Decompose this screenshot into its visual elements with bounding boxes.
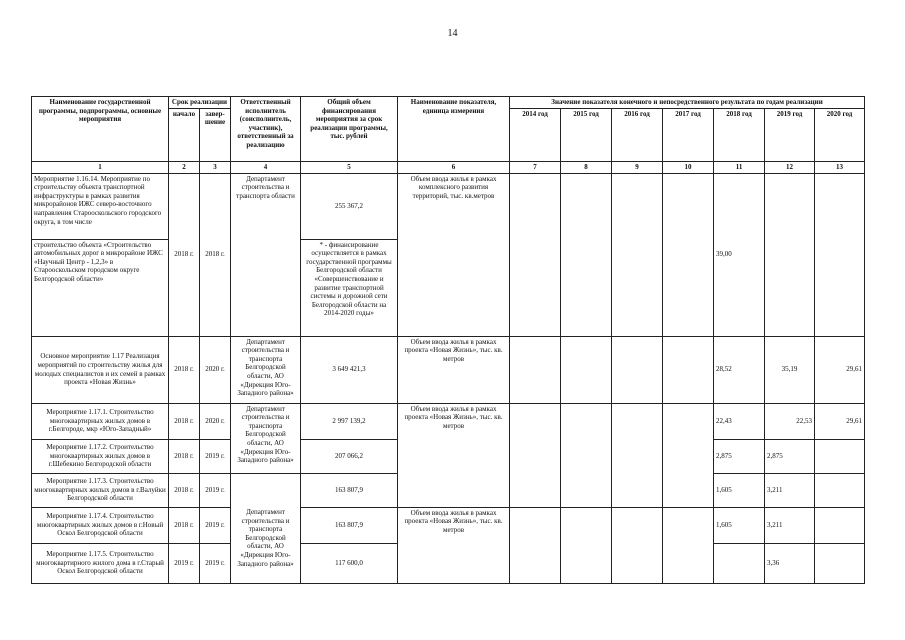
row-value-2018: 2,875 (714, 439, 765, 473)
row-value-2019: 3,211 (765, 507, 815, 543)
row-executor: Департамент строительства и транспорта Белгородской области, АО «Дирекция Юго-Западного района» (231, 507, 301, 583)
column-number: 9 (612, 161, 663, 173)
row-start: 2018 г. (169, 336, 200, 403)
column-number: 13 (815, 161, 865, 173)
header-year: 2014 год (510, 108, 561, 161)
table-row (32, 507, 865, 543)
row-name: Мероприятие 1.17.2. Строительство многоквартирных жилых домов в г.Шебекино Белгородской области (32, 439, 169, 473)
row-value-2020: 29,61 (815, 403, 865, 439)
column-number: 7 (510, 161, 561, 173)
row-end: 2019 г. (200, 507, 231, 543)
header-year: 2019 год (765, 108, 815, 161)
row-value-2019: 35,19 (765, 336, 815, 403)
row-value-2019: 22,53 (765, 403, 815, 439)
row-indicator: Объем ввода жилья в рамках проекта «Новая Жизнь», тыс. кв. метров (398, 507, 510, 583)
row-end: 2019 г. (200, 439, 231, 473)
row-name: Мероприятие 1.17.4. Строительство многоквартирных жилых домов в г.Новый Оскол Белгородской области (32, 507, 169, 543)
header-executor: Ответственный исполнитель (соисполнитель, участник), ответственный за реализацию (231, 97, 301, 162)
row-financing: 3 649 421,3 (301, 336, 398, 403)
row-end: 2020 г. (200, 336, 231, 403)
column-number: 8 (561, 161, 612, 173)
row-financing: 117 600,0 (301, 543, 398, 583)
row-executor: Департамент строительства и транспорта области (231, 173, 301, 336)
row-value-2018: 39,00 (714, 173, 765, 336)
column-number: 4 (231, 161, 301, 173)
row-financing: 207 066,2 (301, 439, 398, 473)
row-start: 2018 г. (169, 403, 200, 439)
row-start: 2018 г. (169, 507, 200, 543)
column-number: 11 (714, 161, 765, 173)
row-name: Мероприятие 1.17.5. Строительство многоквартирного жилого дома в г.Старый Оскол Белгородской области (32, 543, 169, 583)
header-term-group: Срок реализации (169, 97, 231, 109)
row-name: строительство объекта «Строительство автомобильных дорог в микрорайоне ИЖС «Научный Центр - 1,2,3» в Старооскольском городском округе Белгородской области» (32, 239, 169, 336)
header-financing: Общий объем финансирования мероприятия за срок реализации программы, тыс. рублей (301, 97, 398, 162)
row-value-2018: 22,43 (714, 403, 765, 439)
table-row (32, 403, 865, 439)
row-name: Основное мероприятие 1.17 Реализация мероприятий по строительству жилья для молодых специалистов и их семей в рамках проекта «Новая Жизнь» (32, 336, 169, 403)
header-year: 2015 год (561, 108, 612, 161)
column-number: 6 (398, 161, 510, 173)
column-number: 2 (169, 161, 200, 173)
row-start: 2018 г. (169, 439, 200, 473)
column-numbers-row (32, 161, 865, 173)
header-name: Наименование государственной программы, подпрограммы, основные мероприятия (32, 97, 169, 162)
header-start: начало (169, 108, 200, 161)
row-value-2019: 3,36 (765, 543, 815, 583)
row-name: Мероприятие 1.17.3. Строительство многоквартирных жилых домов в г.Валуйки Белгородской области (32, 473, 169, 507)
row-start: 2019 г. (169, 543, 200, 583)
row-end: 2019 г. (200, 473, 231, 507)
header-year: 2017 год (663, 108, 714, 161)
row-name: Мероприятие 1.17.1. Строительство многоквартирных жилых домов в г.Белгороде, мкр «Юго-Западный» (32, 403, 169, 439)
table-row (32, 336, 865, 403)
column-number: 12 (765, 161, 815, 173)
row-value-2018: 28,52 (714, 336, 765, 403)
header-end: завер-шение (200, 108, 231, 161)
table-row (32, 173, 865, 239)
row-financing: 163 807,9 (301, 507, 398, 543)
row-start: 2018 г. (169, 473, 200, 507)
row-executor: Департамент строительства и транспорта Белгородской области, АО «Дирекция Юго-Западного района» (231, 336, 301, 403)
row-financing: 2 997 139,2 (301, 403, 398, 439)
row-name: Мероприятие 1.16.14. Мероприятие по строительству объекта транспортной инфраструктуры в рамках развития микрорайонов ИЖС северо-восточного направления Старооскольского городского округа, в том числе (32, 173, 169, 239)
row-end: 2018 г. (200, 173, 231, 336)
row-executor: Департамент строительства и транспорта Белгородской области, АО «Дирекция Юго-Западного района» (231, 403, 301, 473)
header-values-group: Значение показателя конечного и непосредственного результата по годам реализации (510, 97, 865, 109)
header-year: 2020 год (815, 108, 865, 161)
column-number: 1 (32, 161, 169, 173)
row-financing: 255 367,2 (301, 173, 398, 239)
page-number: 14 (447, 28, 458, 39)
column-number: 3 (200, 161, 231, 173)
program-table (31, 96, 865, 584)
header-indicator: Наименование показателя, единица измерения (398, 97, 510, 162)
row-start: 2018 г. (169, 173, 200, 336)
row-end: 2020 г. (200, 403, 231, 439)
row-value-2018: 1,605 (714, 473, 765, 507)
row-value-2019: 3,211 (765, 473, 815, 507)
column-number: 5 (301, 161, 398, 173)
row-indicator: Объем ввода жилья в рамках проекта «Новая Жизнь», тыс. кв. метров (398, 336, 510, 403)
row-financing: 163 807,9 (301, 473, 398, 507)
row-indicator: Объем ввода жилья в рамках проекта «Новая Жизнь», тыс. кв. метров (398, 403, 510, 507)
header-year: 2016 год (612, 108, 663, 161)
row-financing-note: * - финансирование осуществляется в рамках государственной программы Белгородской области «Совершенствование и развитие транспортной системы и дорожной сети Белгородской области на 2014-2020 годы» (301, 239, 398, 336)
row-indicator: Объем ввода жилья в рамках комплексного развития территорий, тыс. кв.метров (398, 173, 510, 336)
row-value-2020: 29,61 (815, 336, 865, 403)
row-end: 2019 г. (200, 543, 231, 583)
header-year: 2018 год (714, 108, 765, 161)
row-value-2019: 2,875 (765, 439, 815, 473)
row-value-2018: 1,605 (714, 507, 765, 543)
column-number: 10 (663, 161, 714, 173)
